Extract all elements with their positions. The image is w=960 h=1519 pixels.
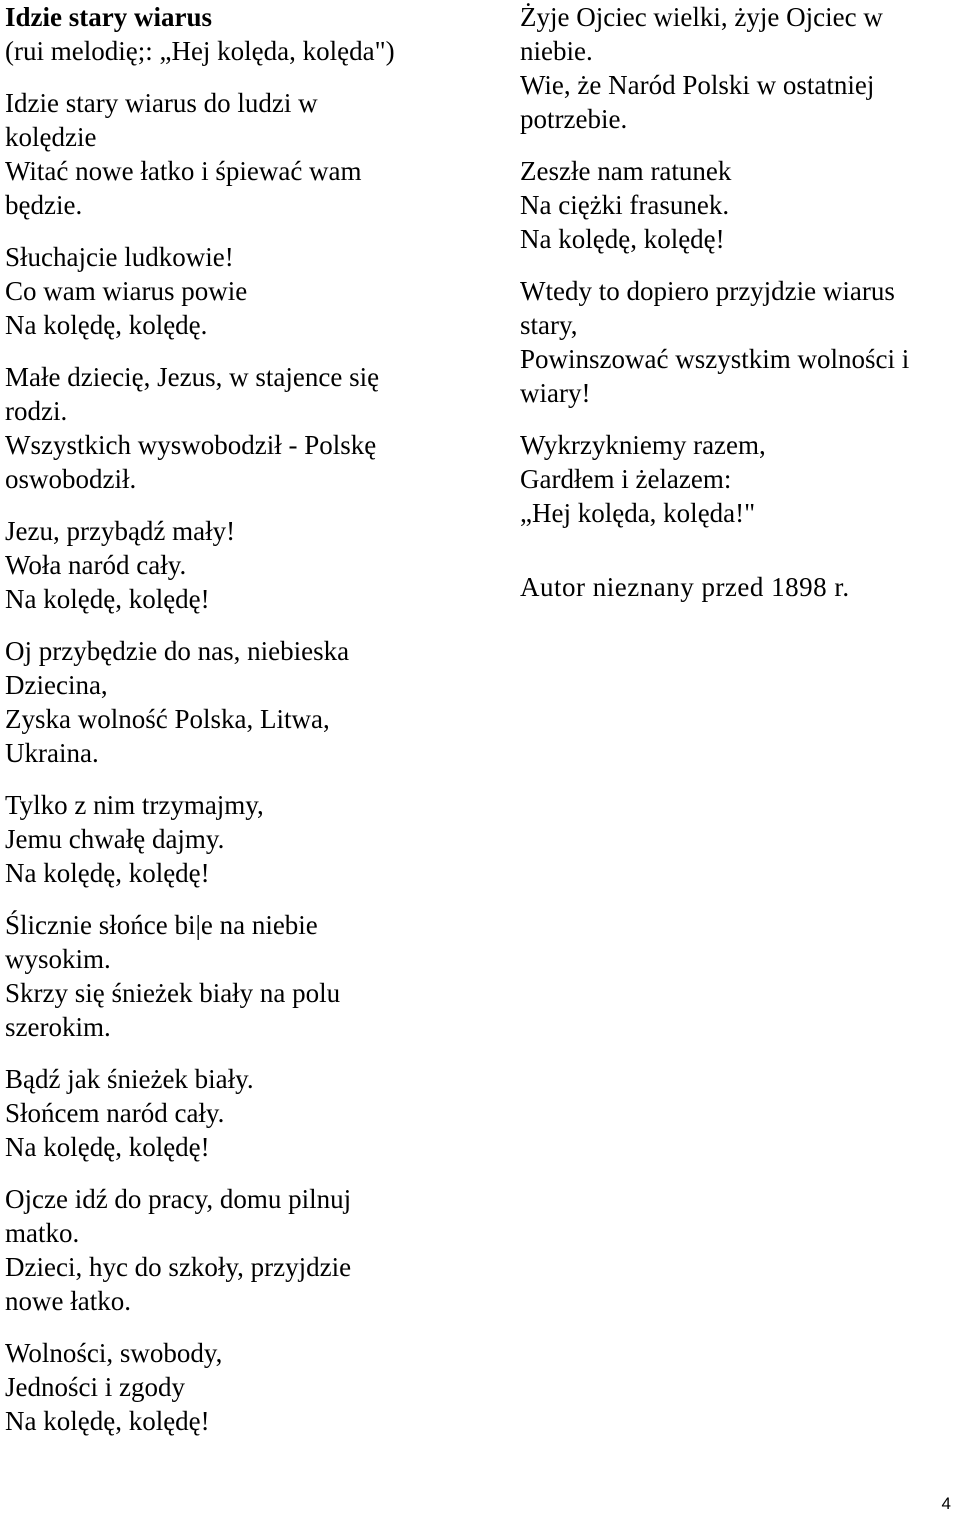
stanza-3 [5, 360, 475, 496]
left-column [5, 0, 475, 1438]
verse-line: Bądź jak śnieżek biały. [5, 1064, 254, 1094]
verse-line: Co wam wiarus powie [5, 276, 248, 306]
song-title: Idzie stary wiarus [5, 2, 212, 32]
verse-line: Witać nowe łatko i śpiewać wam [5, 156, 362, 186]
verse-line: szerokim. [5, 1012, 111, 1042]
stanza-7 [5, 908, 475, 1044]
author-note: Autor nieznany przed 1898 r. [520, 572, 850, 602]
verse-line: Ukraina. [5, 738, 99, 768]
verse-line: Zeszłe nam ratunek [520, 156, 732, 186]
verse-line: Woła naród cały. [5, 550, 187, 580]
stanza-1 [5, 86, 475, 222]
verse-line: oswobodził. [5, 464, 137, 494]
verse-line: Jemu chwałę dajmy. [5, 824, 225, 854]
verse-line: Na kolędę, kolędę! [5, 858, 210, 888]
song-subtitle: (rui melodię;: „Hej kolęda, kolęda") [5, 36, 395, 66]
verse-line: Wolności, swobody, [5, 1338, 223, 1368]
verse-line: Oj przybędzie do nas, niebieska [5, 636, 350, 666]
verse-line: Na kolędę, kolędę! [5, 584, 210, 614]
verse-line: Słońcem naród cały. [5, 1098, 225, 1128]
stanza-12 [520, 154, 952, 256]
stanza-13 [520, 274, 952, 410]
verse-line: Zyska wolność Polska, Litwa, [5, 704, 330, 734]
stanza-8 [5, 1062, 475, 1164]
verse-line: Na kolędę, kolędę! [5, 1132, 210, 1162]
verse-line: Słuchajcie ludkowie! [5, 242, 234, 272]
stanza-9 [5, 1182, 475, 1318]
verse-line: Dzieci, hyc do szkoły, przyjdzie [5, 1252, 352, 1282]
stanza-4 [5, 514, 475, 616]
stanza-5 [5, 634, 475, 770]
verse-line: kolędzie [5, 122, 97, 152]
verse-line: Żyje Ojciec wielki, żyje Ojciec w [520, 2, 883, 32]
verse-line: Tylko z nim trzymajmy, [5, 790, 264, 820]
verse-line: Gardłem i żelazem: [520, 464, 732, 494]
verse-line: Ojcze idź do pracy, domu pilnuj [5, 1184, 352, 1214]
verse-line: Jezu, przybądź mały! [5, 516, 236, 546]
verse-line: Jedności i zgody [5, 1372, 185, 1402]
verse-line: Dziecina, [5, 670, 108, 700]
verse-line: Wtedy to dopiero przyjdzie wiarus [520, 276, 895, 306]
verse-line: stary, [520, 310, 578, 340]
verse-line: Skrzy się śnieżek biały na polu [5, 978, 341, 1008]
verse-line: Na kolędę, kolędę. [5, 310, 208, 340]
stanza-11 [520, 0, 952, 136]
stanza-6 [5, 788, 475, 890]
verse-line: Idzie stary wiarus do ludzi w [5, 88, 318, 118]
verse-line: Małe dziecię, Jezus, w stajence się [5, 362, 380, 392]
verse-line: będzie. [5, 190, 83, 220]
stanza-14 [520, 428, 952, 530]
right-column [520, 0, 952, 604]
verse-line: wysokim. [5, 944, 111, 974]
verse-line: Wszystkich wyswobodził - Polskę [5, 430, 377, 460]
stanza-10 [5, 1336, 475, 1438]
verse-line: Na ciężki frasunek. [520, 190, 730, 220]
verse-line: potrzebie. [520, 104, 628, 134]
verse-line: Powinszować wszystkim wolności i [520, 344, 910, 374]
verse-line: Na kolędę, kolędę! [520, 224, 725, 254]
verse-line: rodzi. [5, 396, 68, 426]
verse-line: niebie. [520, 36, 593, 66]
page-number: 4 [941, 1494, 951, 1513]
verse-line: wiary! [520, 378, 591, 408]
stanza-2 [5, 240, 475, 342]
verse-line: Ślicznie słońce bi|e na niebie [5, 910, 318, 940]
verse-line: nowe łatko. [5, 1286, 131, 1316]
verse-line: matko. [5, 1218, 80, 1248]
verse-line: Wie, że Naród Polski w ostatniej [520, 70, 875, 100]
verse-line: „Hej kolęda, kolęda!" [520, 498, 756, 528]
verse-line: Na kolędę, kolędę! [5, 1406, 210, 1436]
verse-line: Wykrzykniemy razem, [520, 430, 766, 460]
